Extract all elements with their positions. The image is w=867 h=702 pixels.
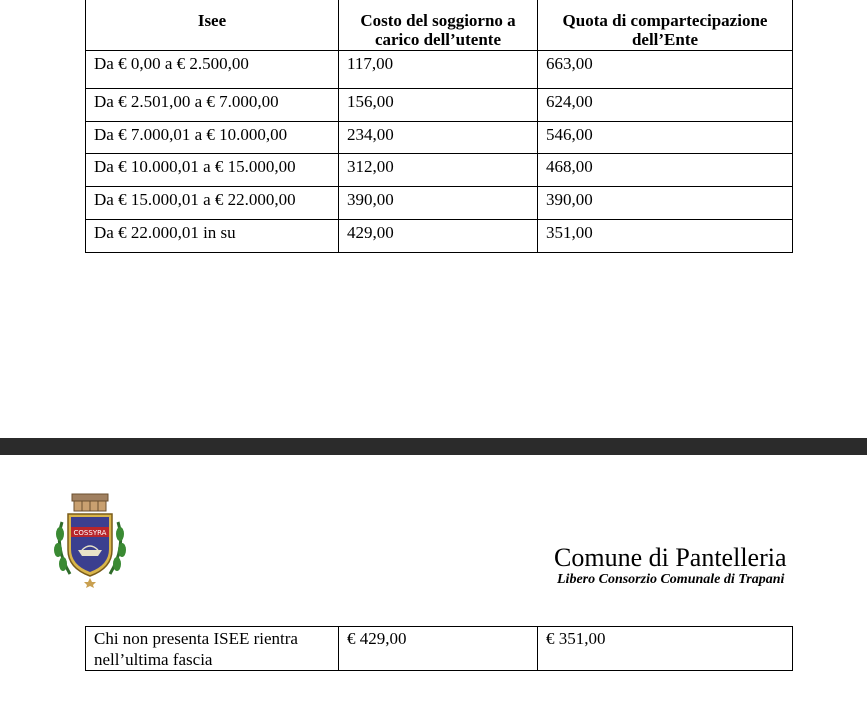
user-cost-cell: 156,00 [339, 89, 538, 122]
no-isee-label-cell: Chi non presenta ISEE rientra nell’ultima fascia [86, 627, 339, 671]
isee-range-cell: Da € 0,00 a € 2.500,00 [86, 51, 339, 89]
entity-share-cell: 468,00 [538, 154, 793, 187]
table-header-row [86, 0, 793, 51]
header-entity-share: Quota di compartecipazione dell’Ente [538, 0, 793, 51]
isee-range-cell: Da € 15.000,01 a € 22.000,00 [86, 187, 339, 220]
town-title: Comune di Pantelleria [554, 543, 787, 572]
header-isee: Isee [86, 0, 339, 51]
entity-share-cell: 624,00 [538, 89, 793, 122]
page-separator [0, 438, 867, 455]
table-row [86, 51, 793, 89]
user-cost-cell: € 429,00 [339, 627, 538, 671]
table-row [86, 122, 793, 154]
isee-range-cell: Da € 2.501,00 a € 7.000,00 [86, 89, 339, 122]
entity-share-cell: 351,00 [538, 220, 793, 253]
isee-fee-table [85, 0, 793, 253]
table-row [86, 627, 793, 671]
user-cost-cell: 117,00 [339, 51, 538, 89]
isee-range-cell: Da € 10.000,01 a € 15.000,00 [86, 154, 339, 187]
crest-label: COSSYRA [73, 529, 107, 537]
comune-crest-icon [52, 492, 128, 588]
table-row [86, 154, 793, 187]
entity-share-cell: € 351,00 [538, 627, 793, 671]
entity-share-cell: 663,00 [538, 51, 793, 89]
table-row [86, 187, 793, 220]
user-cost-cell: 234,00 [339, 122, 538, 154]
isee-range-cell: Da € 22.000,01 in su [86, 220, 339, 253]
header-user-cost: Costo del soggiorno a carico dell’utente [339, 0, 538, 51]
user-cost-cell: 429,00 [339, 220, 538, 253]
town-subtitle: Libero Consorzio Comunale di Trapani [557, 572, 785, 587]
no-isee-table [85, 626, 793, 671]
table-row [86, 89, 793, 122]
isee-range-cell: Da € 7.000,01 a € 10.000,00 [86, 122, 339, 154]
table-row [86, 220, 793, 253]
entity-share-cell: 546,00 [538, 122, 793, 154]
user-cost-cell: 390,00 [339, 187, 538, 220]
user-cost-cell: 312,00 [339, 154, 538, 187]
entity-share-cell: 390,00 [538, 187, 793, 220]
